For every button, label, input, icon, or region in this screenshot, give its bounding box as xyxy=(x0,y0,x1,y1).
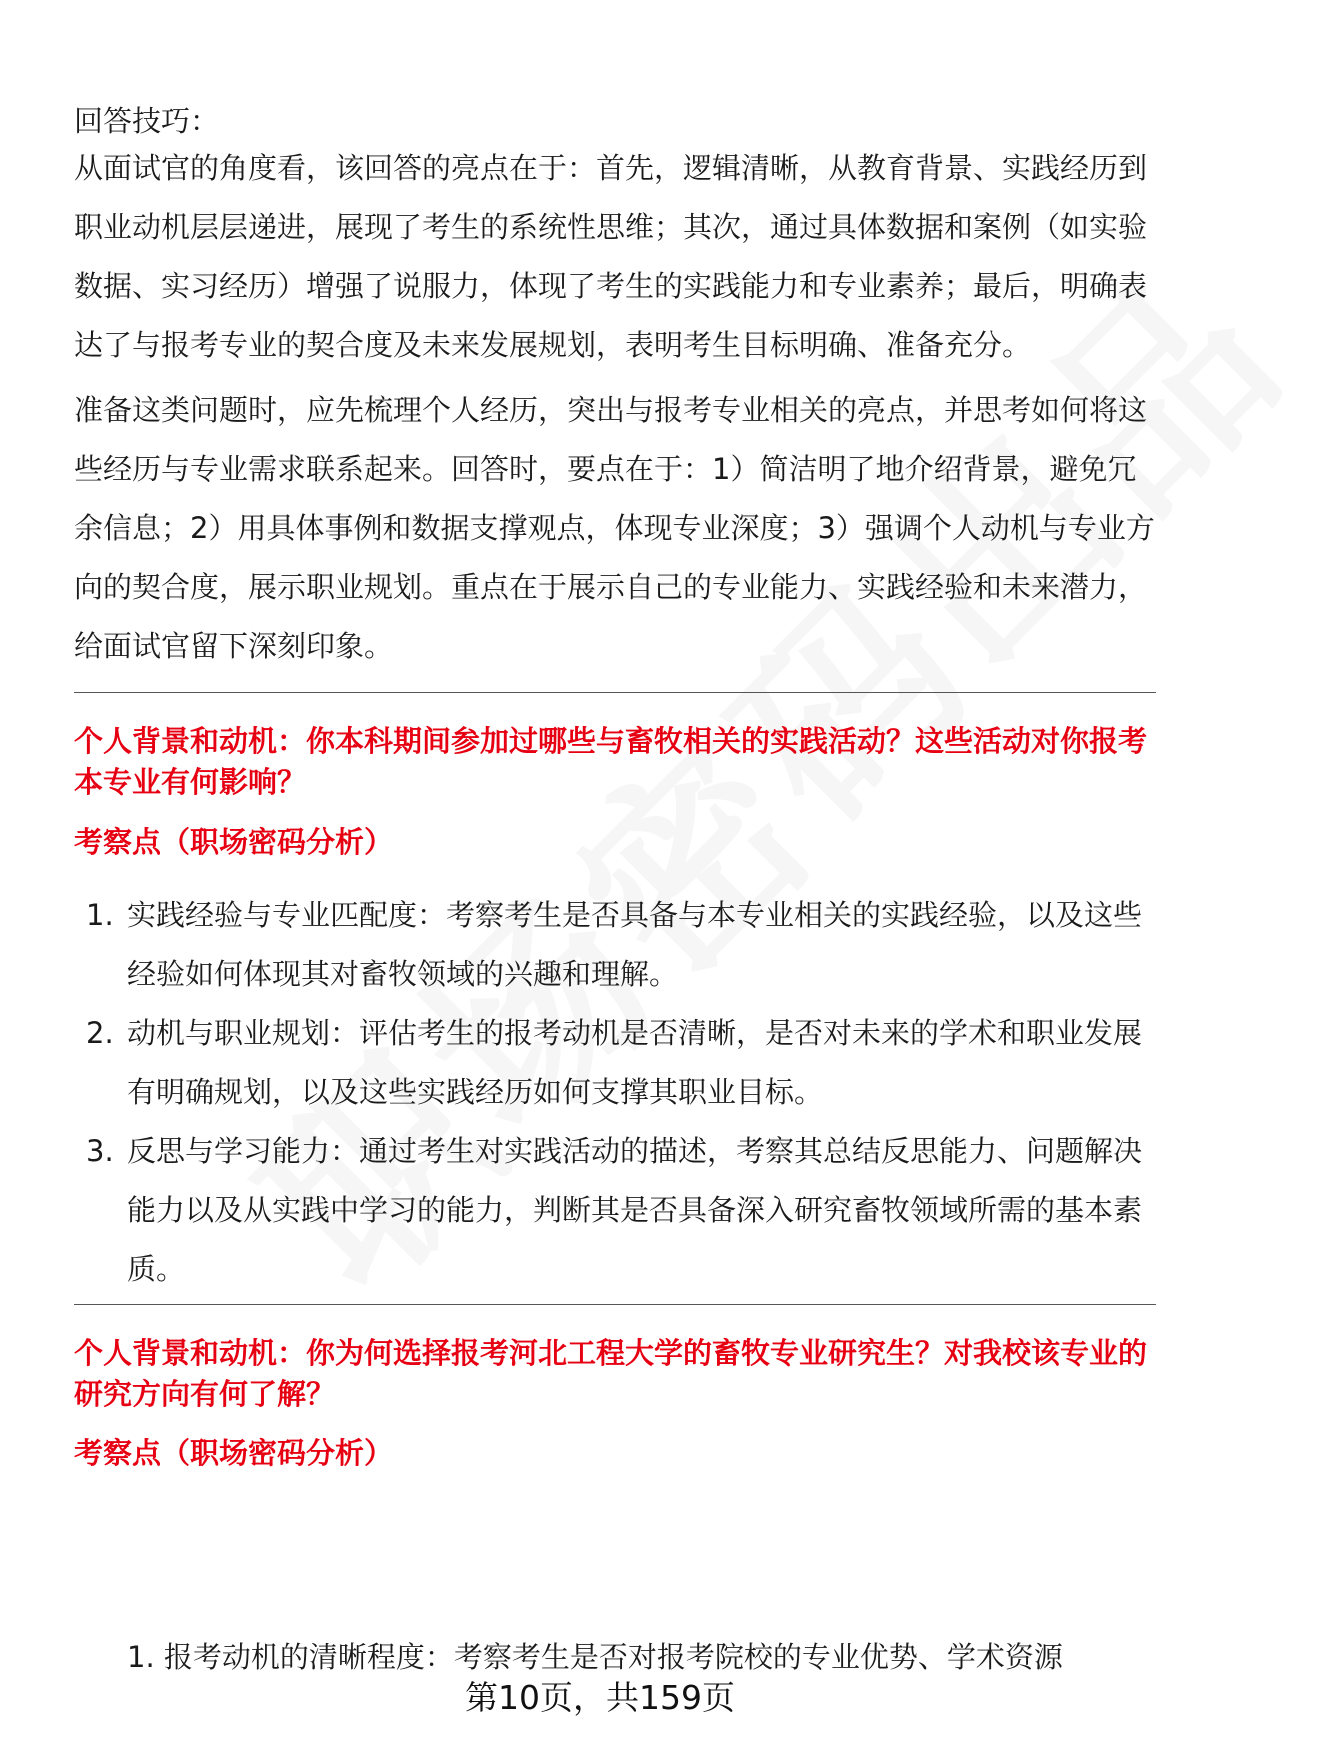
section-divider xyxy=(74,1304,1156,1305)
list-item-number: 3. xyxy=(86,1134,114,1168)
section-divider xyxy=(74,692,1156,693)
list-item xyxy=(74,1122,1156,1299)
list-item xyxy=(74,886,1156,1004)
question-heading: 个人背景和动机：你为何选择报考河北工程大学的畜牧专业研究生？对我校该专业的研究方向有何了解？ xyxy=(74,1336,1148,1411)
answer-tips-paragraph-1: 从面试官的角度看，该回答的亮点在于：首先，逻辑清晰，从教育背景、实践经历到职业动机层层递进，展现了考生的系统性思维；其次，通过具体数据和案例（如实验数据、实习经历）增强了说服力，体现了考生的实践能力和专业素养；最后，明确表达了与报考专业的契合度及未来发展规划，表明考生目标明确、准备充分。 xyxy=(74,151,1148,362)
list-item-text: 实践经验与专业匹配度：考察考生是否具备与本专业相关的实践经验，以及这些经验如何体现其对畜牧领域的兴趣和理解。 xyxy=(127,898,1143,991)
answer-tips-paragraph-2: 准备这类问题时，应先梳理个人经历，突出与报考专业相关的亮点，并思考如何将这些经历与专业需求联系起来。回答时，要点在于：1）简洁明了地介绍背景，避免冗余信息；2）用具体事例和数据支撑观点，体现专业深度；3）强调个人动机与专业方向的契合度，展示职业规划。重点在于展示自己的专业能力、实践经验和未来潜力，给面试官留下深刻印象。 xyxy=(74,393,1155,663)
cut-off-list-item-text: 1. 报考动机的清晰程度：考察考生是否对报考院校的专业优势、学术资源 xyxy=(127,1640,1063,1674)
document-page xyxy=(74,0,1156,1755)
exam-point-subheading: 考察点（职场密码分析） xyxy=(74,825,394,859)
list-item-number: 2. xyxy=(86,1016,114,1050)
list-item-number: 1. xyxy=(86,898,114,932)
page-footer xyxy=(0,1676,1200,1720)
list-item xyxy=(74,1004,1156,1122)
list-item-text: 反思与学习能力：通过考生对实践活动的描述，考察其总结反思能力、问题解决能力以及从实践中学习的能力，判断其是否具备深入研究畜牧领域所需的基本素质。 xyxy=(127,1134,1143,1286)
question-heading: 个人背景和动机：你本科期间参加过哪些与畜牧相关的实践活动？这些活动对你报考本专业有何影响？ xyxy=(74,724,1148,799)
exam-point-subheading: 考察点（职场密码分析） xyxy=(74,1436,394,1470)
list-item-text: 动机与职业规划：评估考生的报考动机是否清晰，是否对未来的学术和职业发展有明确规划，以及这些实践经历如何支撑其职业目标。 xyxy=(127,1016,1143,1109)
exam-point-list xyxy=(74,886,1156,1299)
page-number: 第10页，共159页 xyxy=(459,1678,741,1717)
answer-tips-label: 回答技巧： xyxy=(74,104,220,138)
